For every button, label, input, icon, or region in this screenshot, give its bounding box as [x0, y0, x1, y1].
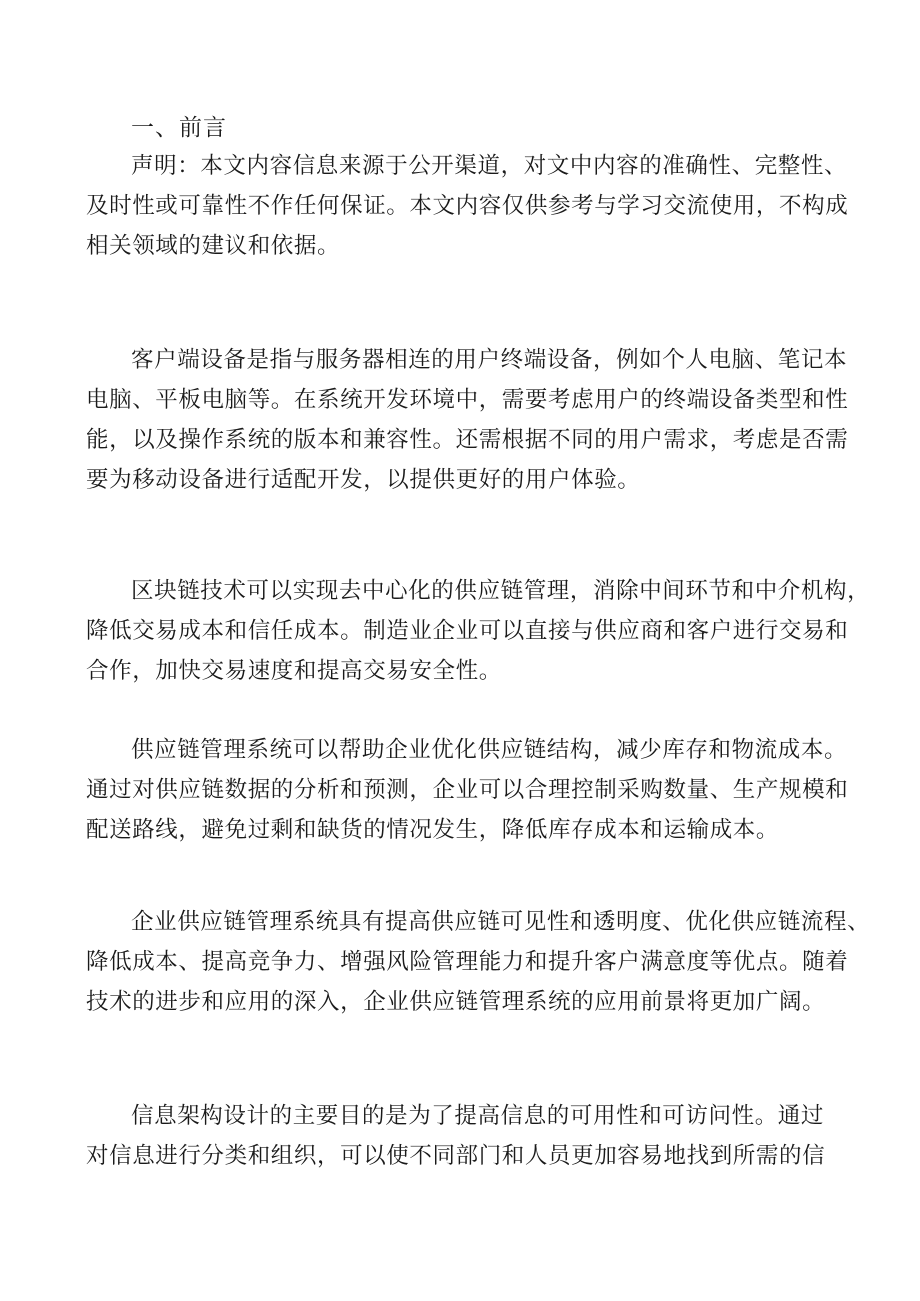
paragraph-scm-system	[86, 730, 856, 850]
paragraph-line: 降低交易成本和信任成本。制造业企业可以直接与供应商和客户进行交易和	[86, 618, 849, 644]
paragraph-line: 配送路线，避免过剩和缺货的情况发生，降低库存成本和运输成本。	[86, 817, 780, 843]
paragraph-blockchain	[86, 571, 871, 691]
paragraph-client-devices	[86, 340, 856, 500]
paragraph-information-architecture	[86, 1096, 856, 1176]
paragraph-line: 信息架构设计的主要目的是为了提高信息的可用性和可访问性。通过	[131, 1103, 825, 1129]
section-heading: 一、前言	[131, 115, 227, 141]
paragraph-line: 合作，加快交易速度和提高交易安全性。	[86, 658, 502, 684]
paragraph-line: 声明：本文内容信息来源于公开渠道，对文中内容的准确性、完整性、	[131, 153, 848, 179]
paragraph-line: 能，以及操作系统的版本和兼容性。还需根据不同的用户需求，考虑是否需	[86, 427, 849, 453]
paragraph-line: 降低成本、提高竞争力、增强风险管理能力和提升客户满意度等优点。随着	[86, 949, 849, 975]
paragraph-line: 客户端设备是指与服务器相连的用户终端设备，例如个人电脑、笔记本	[131, 347, 848, 373]
paragraph-line: 相关领域的建议和依据。	[86, 233, 341, 259]
paragraph-line: 区块链技术可以实现去中心化的供应链管理，消除中间环节和中介机构，	[131, 578, 871, 604]
paragraph-line: 通过对供应链数据的分析和预测，企业可以合理控制采购数量、生产规模和	[86, 777, 849, 803]
paragraph-line: 供应链管理系统可以帮助企业优化供应链结构，减少库存和物流成本。	[131, 737, 848, 763]
paragraph-enterprise-scm	[86, 902, 871, 1022]
paragraph-line: 要为移动设备进行适配开发，以提供更好的用户体验。	[86, 467, 641, 493]
paragraph-line: 及时性或可靠性不作任何保证。本文内容仅供参考与学习交流使用，不构成	[86, 193, 849, 219]
paragraph-line: 电脑、平板电脑等。在系统开发环境中，需要考虑用户的终端设备类型和性	[86, 387, 849, 413]
paragraph-disclaimer	[86, 146, 856, 266]
paragraph-line: 企业供应链管理系统具有提高供应链可见性和透明度、优化供应链流程、	[131, 909, 871, 935]
paragraph-line: 技术的进步和应用的深入，企业供应链管理系统的应用前景将更加广阔。	[86, 989, 826, 1015]
paragraph-line: 对信息进行分类和组织，可以使不同部门和人员更加容易地找到所需的信	[86, 1143, 826, 1169]
